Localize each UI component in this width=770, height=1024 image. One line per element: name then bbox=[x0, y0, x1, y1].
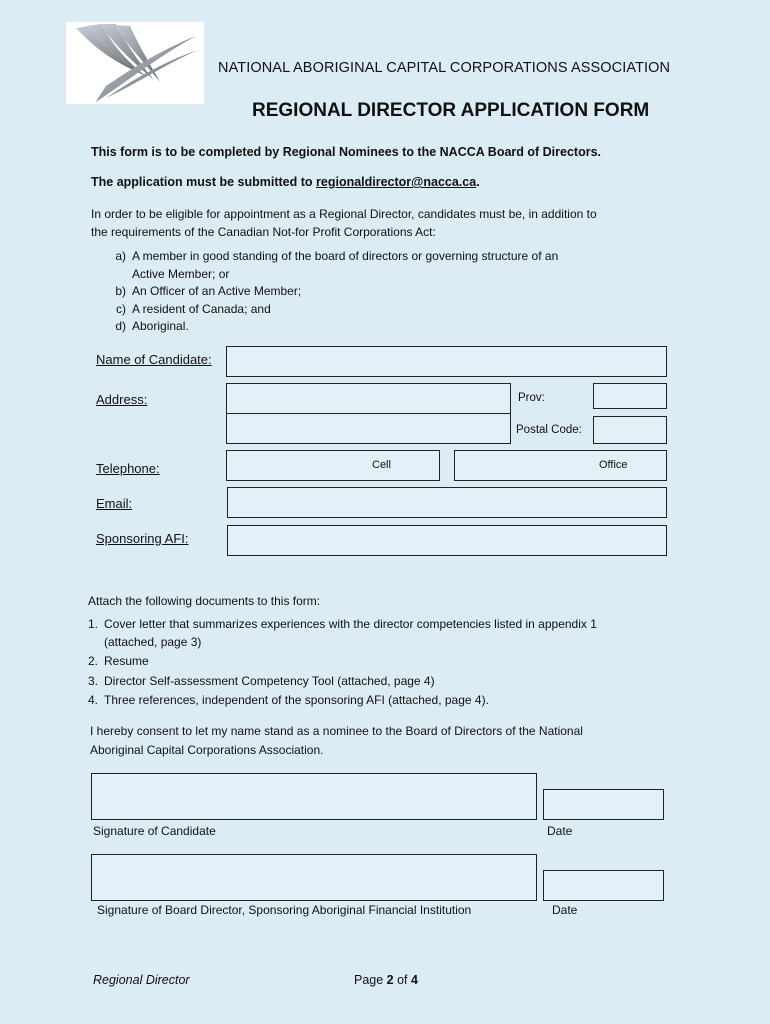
consent-line-1: I hereby consent to let my name stand as a nominee to the Board of Directors of the National bbox=[90, 724, 583, 738]
address-line-2-field[interactable] bbox=[226, 413, 511, 444]
page-prefix: Page bbox=[354, 973, 387, 987]
footer-document-name: Regional Director bbox=[93, 973, 190, 987]
form-title: REGIONAL DIRECTOR APPLICATION FORM bbox=[252, 100, 650, 121]
list-item-text: Director Self-assessment Competency Tool (attached, page 4) bbox=[104, 673, 435, 688]
director-date-field[interactable] bbox=[543, 870, 664, 901]
list-item bbox=[108, 283, 628, 301]
list-item-text: Three references, independent of the sponsoring AFI (attached, page 4). bbox=[104, 693, 489, 707]
list-marker: 4. bbox=[87, 693, 98, 707]
list-item-text: An Officer of an Active Member; bbox=[132, 284, 302, 298]
office-label: Office bbox=[599, 459, 628, 471]
page-of: of bbox=[393, 973, 411, 987]
eligibility-line-1: In order to be eligible for appointment as a Regional Director, candidates must be, in addition to bbox=[91, 207, 597, 221]
address-label: Address: bbox=[96, 392, 148, 407]
office-phone-field[interactable] bbox=[454, 450, 667, 481]
eligibility-criteria-list bbox=[108, 248, 628, 336]
director-signature-field[interactable] bbox=[91, 854, 537, 901]
consent-statement bbox=[90, 722, 690, 760]
submission-email-link[interactable]: regionaldirector@nacca.ca bbox=[316, 175, 477, 189]
attachments-list bbox=[80, 616, 660, 710]
page-current: 2 bbox=[386, 973, 394, 987]
list-item-text: Aboriginal. bbox=[132, 319, 189, 333]
list-item-text: A member in good standing of the board of directors or governing structure of an bbox=[132, 249, 559, 263]
email-field[interactable] bbox=[227, 487, 667, 518]
list-marker: a) bbox=[115, 249, 126, 263]
list-item-text: Resume bbox=[104, 654, 149, 668]
list-marker: b) bbox=[115, 284, 126, 298]
list-marker: 3. bbox=[87, 673, 98, 688]
list-marker: 1. bbox=[87, 617, 98, 631]
candidate-name-field[interactable] bbox=[226, 346, 667, 377]
eligibility-paragraph bbox=[91, 206, 691, 241]
candidate-signature-label: Signature of Candidate bbox=[93, 824, 216, 838]
page-total: 4 bbox=[411, 973, 418, 987]
cell-label: Cell bbox=[372, 459, 391, 471]
list-marker: d) bbox=[115, 319, 126, 333]
list-item-text-cont: Active Member; or bbox=[132, 266, 230, 281]
list-item bbox=[108, 318, 628, 336]
email-label: Email: bbox=[96, 496, 133, 511]
submission-suffix: . bbox=[476, 175, 480, 189]
list-item bbox=[108, 301, 628, 319]
candidate-date-label: Date bbox=[547, 824, 573, 838]
telephone-label: Telephone: bbox=[96, 461, 160, 476]
list-item-text: Cover letter that summarizes experiences with the director competencies listed in appendix 1 bbox=[104, 617, 597, 631]
page-number bbox=[354, 973, 418, 987]
list-item-text: A resident of Canada; and bbox=[132, 301, 271, 316]
list-marker: 2. bbox=[87, 654, 98, 668]
list-item bbox=[108, 248, 628, 283]
list-marker: c) bbox=[116, 301, 126, 316]
list-item bbox=[80, 616, 660, 651]
list-item-text-cont: (attached, page 3) bbox=[104, 634, 202, 649]
intro-completion-note: This form is to be completed by Regional Nominees to the NACCA Board of Directors. bbox=[91, 145, 602, 159]
cell-phone-field[interactable] bbox=[226, 450, 440, 481]
eligibility-line-2: the requirements of the Canadian Not-for Profit Corporations Act: bbox=[91, 224, 436, 239]
prov-label: Prov: bbox=[518, 392, 545, 404]
organization-logo bbox=[66, 22, 204, 104]
director-date-label: Date bbox=[552, 903, 578, 917]
candidate-signature-field[interactable] bbox=[91, 773, 537, 820]
attachments-heading: Attach the following documents to this form: bbox=[88, 594, 321, 608]
director-signature-label: Signature of Board Director, Sponsoring Aboriginal Financial Institution bbox=[97, 903, 472, 917]
organization-name: NATIONAL ABORIGINAL CAPITAL CORPORATIONS ASSOCIATION bbox=[218, 60, 671, 76]
consent-line-2: Aboriginal Capital Corporations Association. bbox=[90, 743, 324, 757]
postal-code-field[interactable] bbox=[593, 416, 667, 444]
name-label: Name of Candidate: bbox=[96, 352, 212, 367]
address-line-1-field[interactable] bbox=[226, 383, 511, 414]
candidate-date-field[interactable] bbox=[543, 789, 664, 820]
sponsoring-afi-field[interactable] bbox=[227, 525, 667, 556]
list-item bbox=[80, 692, 660, 710]
postal-code-label: Postal Code: bbox=[516, 424, 582, 436]
eagle-wing-logo-icon bbox=[66, 22, 204, 104]
list-item bbox=[80, 653, 660, 671]
sponsoring-afi-label: Sponsoring AFI: bbox=[96, 531, 189, 546]
submission-prefix: The application must be submitted to bbox=[91, 175, 317, 189]
intro-submission-note bbox=[91, 175, 480, 189]
list-item bbox=[80, 673, 660, 691]
province-field[interactable] bbox=[593, 383, 667, 409]
